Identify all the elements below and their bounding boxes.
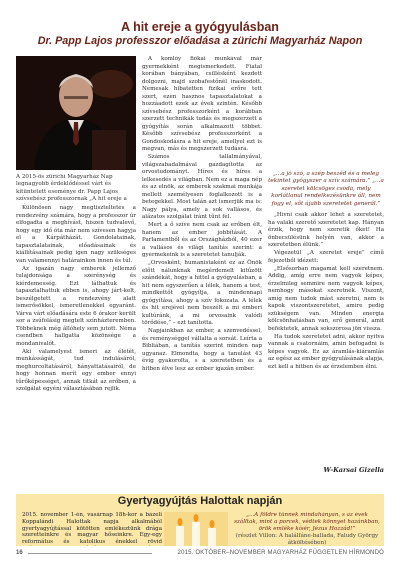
speaker-photo: [16, 56, 136, 170]
candles-icon: [164, 512, 228, 546]
candle-graphic: [164, 512, 228, 546]
paragraph: Aki valamelyest ismeri az életét, munkásságát, tud indulásáról, meghurcoltatásáról, hányattatásairól, de hogy honnan merít egy ember ennyi tűrőképességet, annak titkát az erőben, a szolgálat egyéni választásában rejlik.: [16, 348, 136, 392]
paragraph: „Elsősorban magamat kell szeretnem. Addig, amíg erre nem vagyok képes, érzelmileg semmire nem vagyok képes, nemhogy másokat szeretnék. Viszont, amíg nem tudok mást szeretni, nem is kapok viszontszeretetet, amire pedig szükségem van. Minden energia kölcsönhatásban van, erő generál, amit befektetek, annak sokszorosa jön vissza.: [268, 265, 384, 332]
poem-text: „...A földre tűnnek mindahányan, s az évek szálltak, mint a porcek, védtek könnyet hazánkban, örök emléke kísér, Jézus Hozzád!”: [234, 512, 380, 532]
article-subtitle: Dr. Papp Lajos professzor előadása a zürichi Magyarház Napon: [37, 35, 363, 47]
section-box: [16, 508, 384, 546]
photo-caption: A 2015-ös zürichi Magyarház Nap legnagyobb érdeklődéssel várt és kitüntetett eseménye dr. Papp Lajos szívsebész professzornak „A hit ereje a: [16, 174, 127, 203]
footer-rule: [28, 553, 152, 554]
pull-quote: „...a jó szó, a szép beszéd és a meleg tekintet gyógyszer a szív számára.” „...a szeretet kölcsöges csoda, mely korlátlanul rendelkezésünkre áll, nem fogy el, sőt újabb szeretetet generál.”: [268, 171, 384, 207]
section-poem: [234, 512, 380, 546]
paragraph: Az igazán nagy emberek jellemző tulajdonsága a szerénység és kiérdemesség. Ezt láthattuk és tapasztalhattuk ebben is, ahogy járt-kelt, beszélgetett a rendezvény alatt ismerősökkel, ismeretlenekkel egyaránt. Várva várt előadására este 6 órakor került sor a zsúfolásig megtelt színházteremben. Többeknek még állóhely sem jutott. Néma csendben hallgatta közönsége a mondanivalót.: [16, 265, 136, 347]
article-title: A hit ereje a gyógyulásban: [121, 20, 279, 34]
paragraph: Számos tallalmányával, világszabadalmával gazdagította az orvostudományt. Híres és híres a lelkesedés a világban. Nem ez a maga nép és az elnök, az emberek szakmai munkája mellett személyesen foglalkozott is a betegekkel. Most talán azt ismerjük ma is: Nagy pálya, amely a sok vallásos, és alázatos szolgálat iránt tűnt fel.: [142, 154, 262, 220]
paragraph: Végezetül „A szeretet ereje” című fejezetből idézett:: [268, 250, 384, 264]
publication-info: 2015. OKTÓBER–NOVEMBER MAGYARHÁZ FÜGGETLEN HÍRMONDÓ: [177, 550, 384, 556]
paragraph: Ha tudok szeretetet adni, akkor nyitva vannak a csatornáim, amin befogadni is képes vagyok. Ez az áramlás-kiáramlás az egész az ember gyógyulásának alapja, ezt kell a hitben és az érzelemben élni.: [268, 333, 384, 370]
section-title: Gyertyagyújtás Halottak napján: [16, 494, 384, 508]
paragraph: „Hívni csak akkor lehet a szeretetet, ha valaki szerető szeretetet kap. Hányan érzik, hogy nem szeretik őket! Ha önbecsülésünk helyén van, akkor a szeretetben élünk.”: [268, 212, 384, 248]
paragraph: A komlóy fiókai munkával már gyermekként megismerkedett. Fiatal korában bányában, csillésként kezdett dolgozni, majd szobafestőnél inaskodott. Nemesak hibatetten fizikai erőre tett szert, ezen hasznos tapasztalatokat a hozzáadott ezek az évek szintén. Később szívsebész professzorként a korábban szerzett technikák tudás és megszerzett a gyógyítás során alkalmazott többet. Később szívsebész professzorként a Gondoskodásra a hit ereje, amellyel ezt is megvan, más és megszerzett tudásra.: [142, 56, 262, 152]
paragraph: „Orvosként, humanistaként ez az Önök előtt nálunknak megérdemelt kitűzött szándékát, hogy a hittel a gyógyulásban, a hit nem egyszerűen a lélek, hanem a test, mindkettőt gyógyítja, a mindennapi gyógyítása, ahogy a szív fokozata. A lélek és hit erejével nem beszélt a mi emberi kultúránk, a mi orvosaink valódi törődése,” – ezt tanította.: [142, 260, 262, 326]
paragraph: Mert a ő szíve nem csak az erőben élt, hanem az ember jobbítását. A Parlamentből és az Országházból, 40 ezer a vallásos és világi tanítás szerint: a gyermekeink is a szeretetet tanulják.: [142, 222, 262, 258]
paragraph: Napjainkban az ember, a szenvedéssel, és reménységgel vállalta a sorsát. Leírta a Bibliában, a tanítás szerint minden nap ugyanaz. Elmondta, hogy a tanulást 43 évig gyakorolta, s a szeretetben és a hitben élve lesz az ember igazán ember.: [142, 328, 262, 372]
section-text: 2015. november 1-én, vasárnap 18h-kor a bázeli Koppalándi Halottak napja alkalmából gyertyagyújtással kötötten emlékeztünk drága szeretteinkre és magyar hőseinkre. Egy-egy református és katolikus énekkel rövid: [22, 512, 162, 546]
poem-source: (részlet Villon: A halálfáne-ballada, Faludy György átköltésében): [235, 532, 379, 546]
paragraph: Különösen nagy megtiszteltetés a rendezvény számára, hogy a professzor úr elfogadta a meghívást, hiszen tudvalevő, hogy egy idő óta már nem szívesen hagyja el a Kárpátházát. Gondolatainak, tapasztalatainak, előadásainak és kiállításainak pedig igen nagy szükséges van valamennyi határainkon innen és túl.: [16, 205, 136, 264]
article-column-1: [16, 205, 136, 490]
page-number: 16: [16, 550, 23, 556]
page-footer: [16, 548, 384, 558]
article-column-3: [268, 212, 384, 466]
article-column-2: [142, 56, 262, 490]
speaker-photo-image: [16, 56, 136, 170]
author-signature: W-Karsai Gizella: [323, 466, 384, 474]
